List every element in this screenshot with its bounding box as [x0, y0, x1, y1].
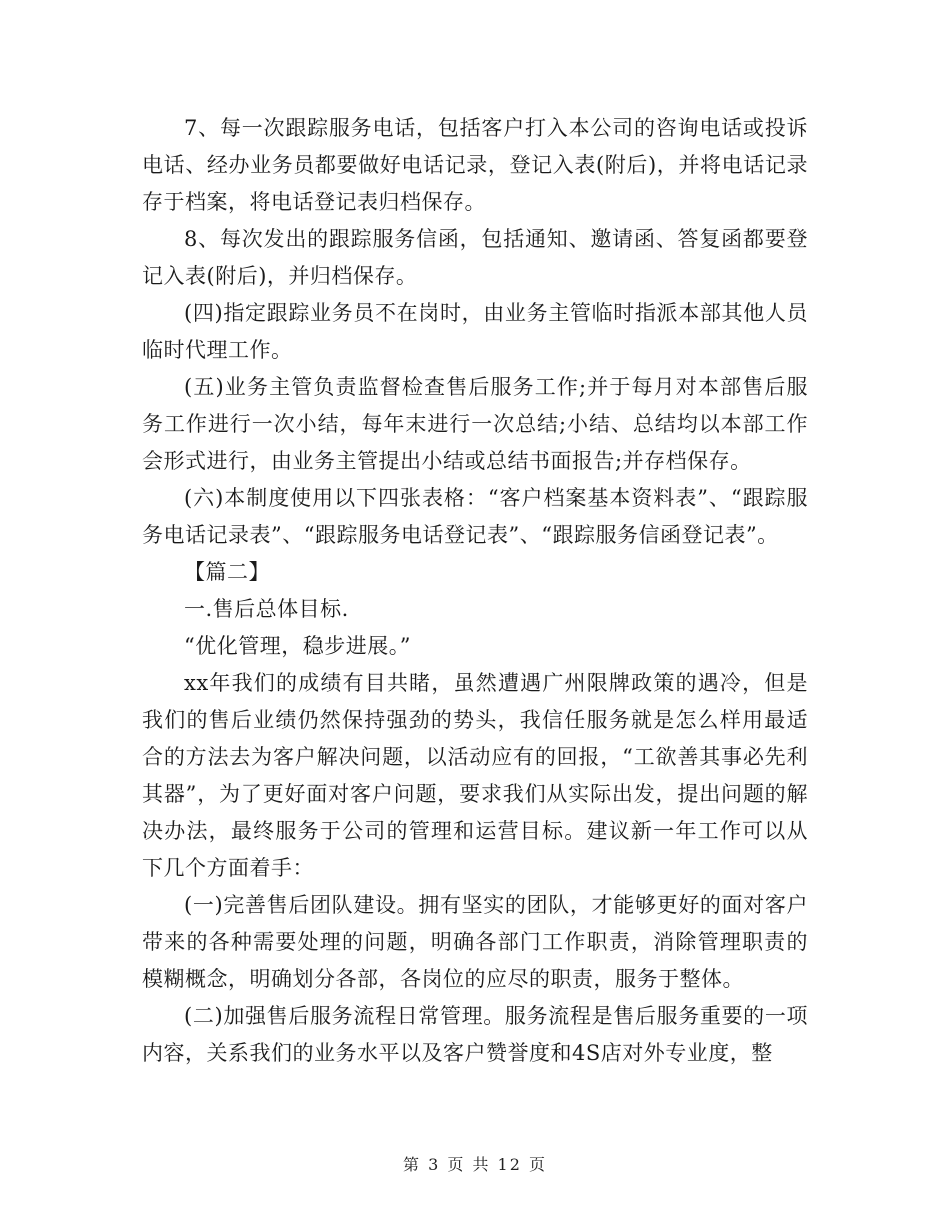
motto-quote: “优化管理，稳步进展。”	[184, 634, 411, 658]
paragraph-section-5: (五)业务主管负责监督检查售后服务工作;并于每月对本部售后服务工作进行一次小结，每年末进行一次总结;小结、总结均以本部工作会形式进行，由业务主管提出小结或总结书面报告;并存档保存。	[142, 375, 808, 473]
page-number-footer: 第 3 页 共 12 页	[403, 1155, 547, 1174]
document-body	[142, 110, 808, 1072]
paragraph-section-4: (四)指定跟踪业务员不在岗时，由业务主管临时指派本部其他人员临时代理工作。	[142, 301, 808, 362]
paragraph-item-7: 7、每一次跟踪服务电话，包括客户打入本公司的咨询电话或投诉电话、经办业务员都要做好电话记录，登记入表(附后)，并将电话记录存于档案，将电话登记表归档保存。	[142, 116, 808, 214]
chapter-heading: 【篇二】	[184, 560, 270, 584]
paragraph-summary: xx年我们的成绩有目共睹，虽然遭遇广州限牌政策的遇冷，但是我们的售后业绩仍然保持强劲的势头，我信任服务就是怎么样用最适合的方法去为客户解决问题，以活动应有的回报，“工欲善其事必先利其器”，为了更好面对客户问题，要求我们从实际出发，提出问题的解决办法，最终服务于公司的管理和运营目标。建议新一年工作可以从下几个方面着手：	[142, 671, 808, 880]
paragraph-item-8: 8、每次发出的跟踪服务信函，包括通知、邀请函、答复函都要登记入表(附后)，并归档保存。	[142, 227, 808, 288]
paragraph-section-6: (六)本制度使用以下四张表格：“客户档案基本资料表”、“跟踪服务电话记录表”、“跟踪服务电话登记表”、“跟踪服务信函登记表”。	[142, 486, 808, 547]
section-heading-goal: 一.售后总体目标.	[184, 597, 349, 621]
paragraph-process-management: (二)加强售后服务流程日常管理。服务流程是售后服务重要的一项内容，关系我们的业务水平以及客户赞誉度和4S店对外专业度，整	[142, 1004, 808, 1065]
paragraph-team-building: (一)完善售后团队建设。拥有坚实的团队，才能够更好的面对客户带来的各种需要处理的问题，明确各部门工作职责，消除管理职责的模糊概念，明确划分各部，各岗位的应尽的职责，服务于整体。	[142, 893, 808, 991]
